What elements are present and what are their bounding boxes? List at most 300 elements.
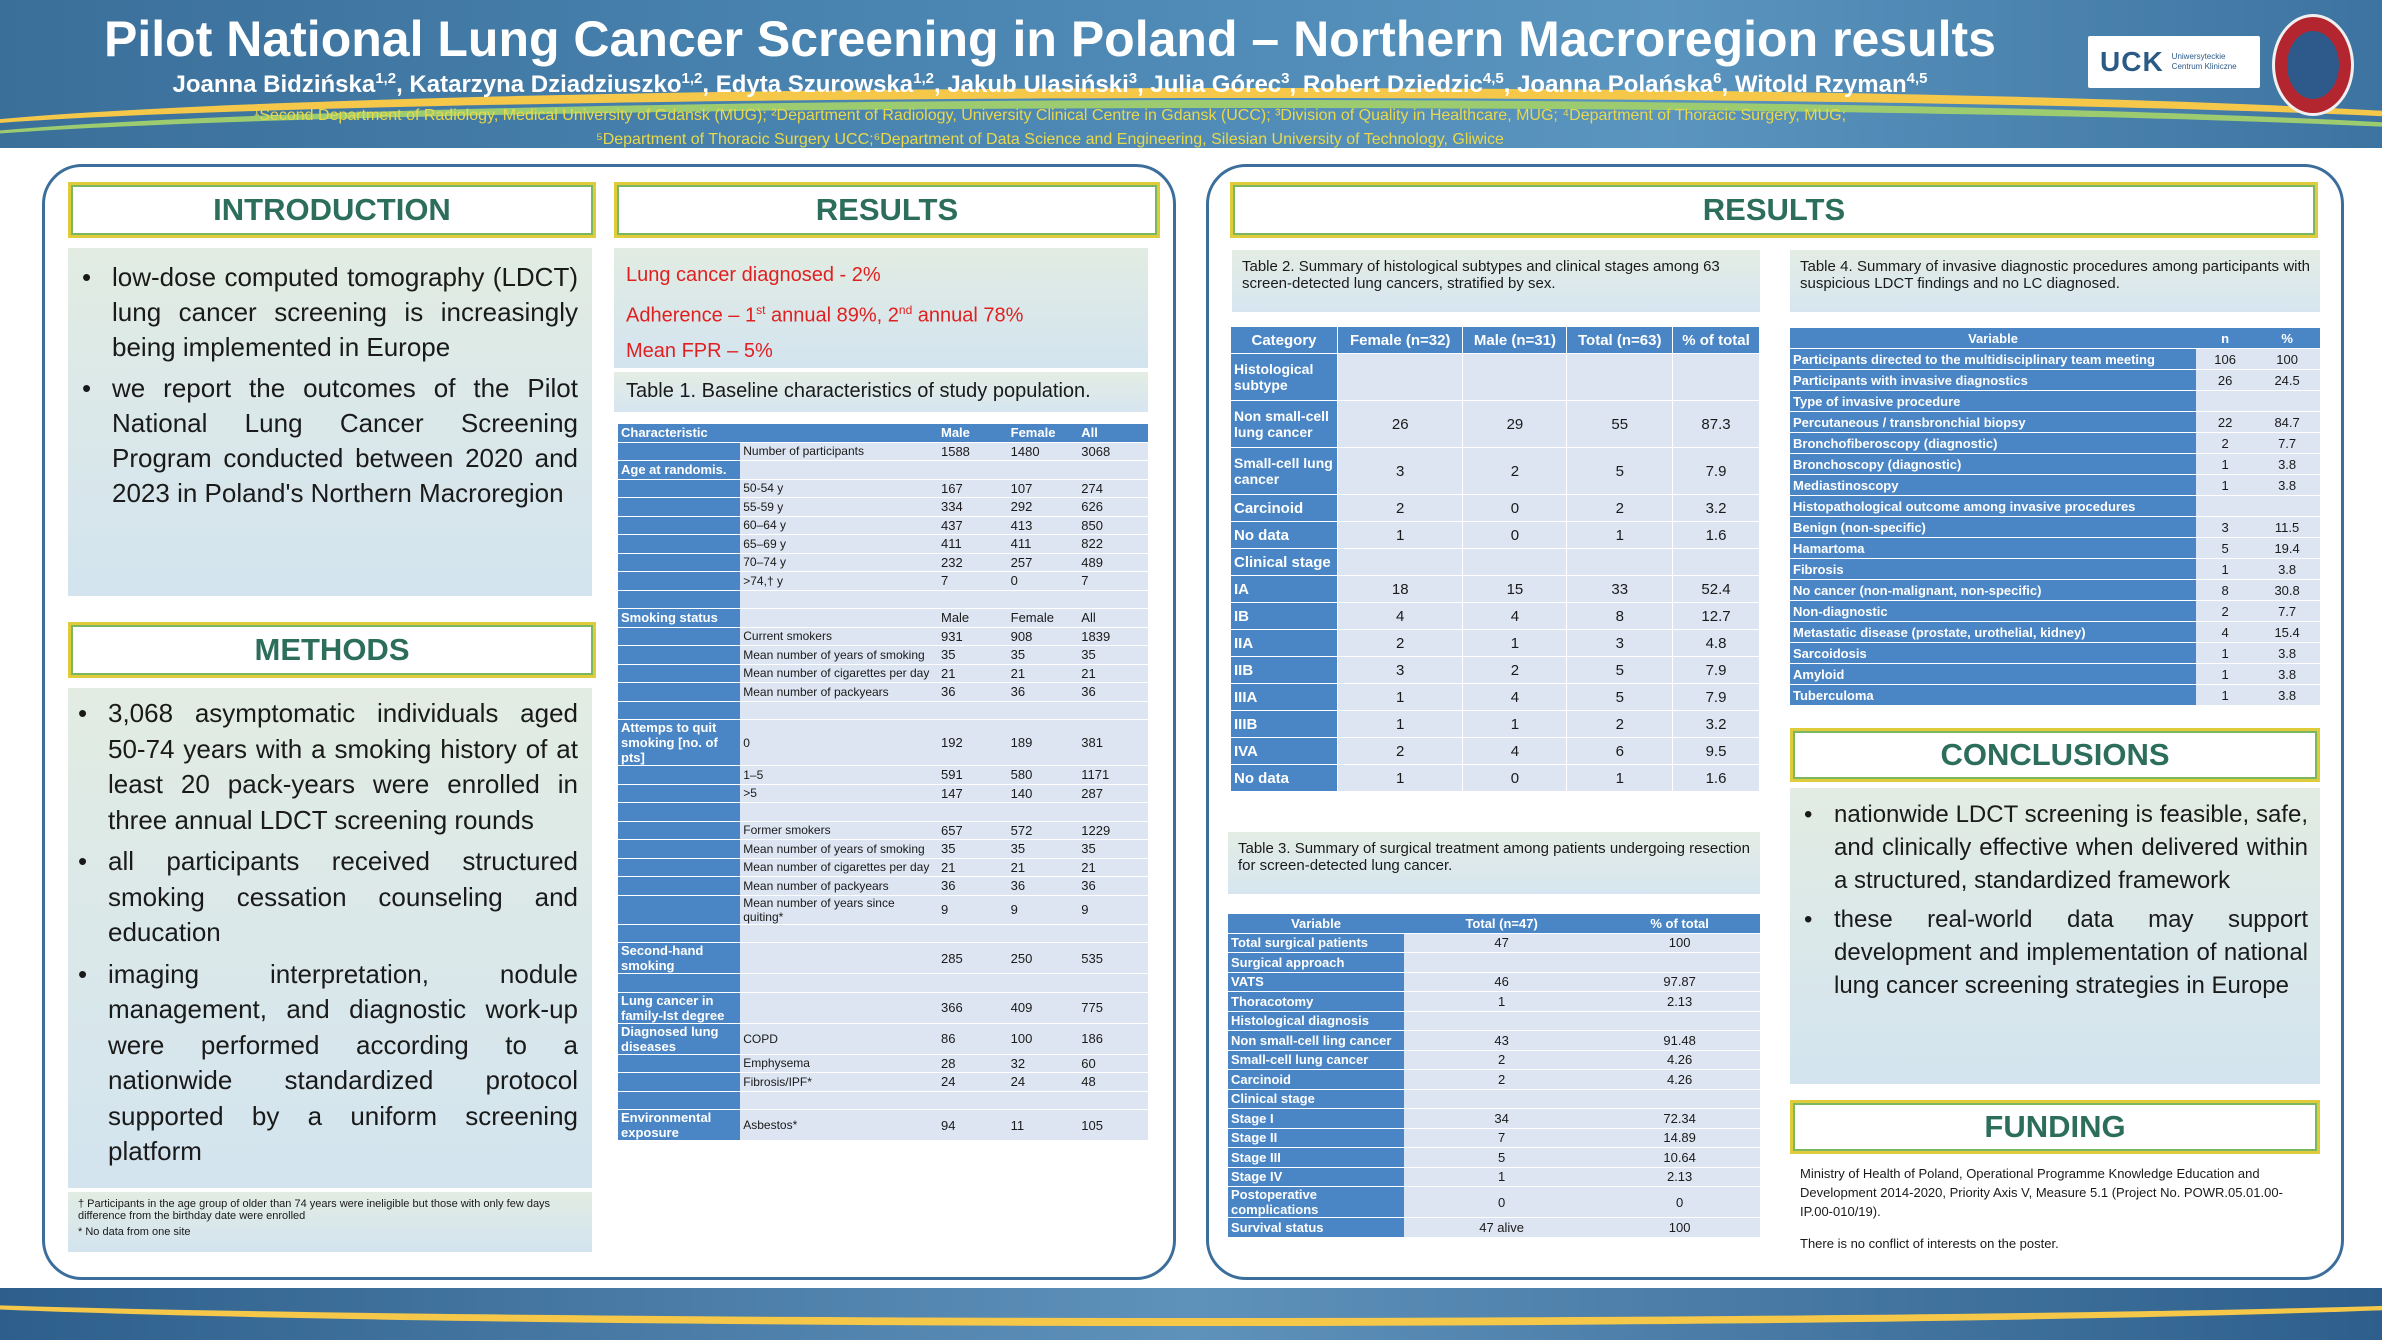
table-cell: 2 xyxy=(1338,495,1463,522)
table-cell: 2 xyxy=(1338,738,1463,765)
table-cell xyxy=(1078,1091,1148,1110)
table-row xyxy=(1790,370,2320,391)
table-cell: 3 xyxy=(1338,657,1463,684)
table-cell xyxy=(618,924,740,943)
table-cell xyxy=(1673,354,1760,401)
table-row xyxy=(1231,684,1760,711)
poster-header xyxy=(0,0,2382,148)
table-row xyxy=(1790,538,2320,559)
table-cell: Male xyxy=(938,424,1008,442)
table-cell xyxy=(2196,391,2254,412)
table-cell: 192 xyxy=(938,720,1008,766)
table-cell: 12.7 xyxy=(1673,603,1760,630)
table-row xyxy=(618,683,1148,702)
table-cell: 7.7 xyxy=(2254,433,2320,454)
introduction-heading: INTRODUCTION xyxy=(68,182,596,238)
table-cell: 2 xyxy=(1404,1070,1599,1090)
table-cell xyxy=(740,461,938,480)
table-cell: 60–64 y xyxy=(740,516,938,535)
table-cell xyxy=(938,701,1008,720)
table-cell: 4.26 xyxy=(1599,1070,1760,1090)
table-row xyxy=(1231,765,1760,792)
table-cell: 3 xyxy=(1338,448,1463,495)
table-cell: 3.8 xyxy=(2254,664,2320,685)
table-row xyxy=(618,646,1148,665)
table-cell xyxy=(618,974,740,993)
table-row xyxy=(618,664,1148,683)
table-cell: IIIA xyxy=(1231,684,1338,711)
table-cell: 7.9 xyxy=(1673,448,1760,495)
table-cell: Mediastinoscopy xyxy=(1790,475,2196,496)
table-cell: Fibrosis/IPF* xyxy=(740,1073,938,1092)
table-cell: 1.6 xyxy=(1673,522,1760,549)
table-cell: Mean number of cigarettes per day xyxy=(740,664,938,683)
table-cell: Tuberculoma xyxy=(1790,685,2196,706)
table-cell xyxy=(1078,701,1148,720)
table-cell xyxy=(1463,354,1567,401)
table-row xyxy=(1790,517,2320,538)
table-cell: 35 xyxy=(938,646,1008,665)
table2-caption: Table 2. Summary of histological subtypes and clinical stages among 63 screen-detected lung cancers, stratified by sex. xyxy=(1232,250,1760,312)
table-cell xyxy=(618,803,740,822)
table-cell: 822 xyxy=(1078,535,1148,554)
author-affiliation-mark: 4,5 xyxy=(1906,70,1928,87)
affiliations xyxy=(0,104,2100,148)
author-affiliation-mark: 1,2 xyxy=(913,70,934,87)
table-cell xyxy=(1078,461,1148,480)
table-row xyxy=(1790,601,2320,622)
table-cell: Female xyxy=(1008,609,1079,628)
table-cell xyxy=(1008,1091,1079,1110)
table-row xyxy=(1231,657,1760,684)
table-cell: 274 xyxy=(1078,479,1148,498)
poster-title: Pilot National Lung Cancer Screening in Poland – Northern Macroregion results xyxy=(104,11,1996,67)
table-cell: 1 xyxy=(2196,454,2254,475)
results-heading-left: RESULTS xyxy=(614,182,1160,238)
table-row xyxy=(618,803,1148,822)
table-cell: 292 xyxy=(1008,498,1079,517)
conclusions-bullet: • nationwide LDCT screening is feasible, safe, and clinically effective when delivered within a structured, standardized framework xyxy=(1834,798,2308,897)
table-row xyxy=(1790,580,2320,601)
table-row xyxy=(618,858,1148,877)
table-cell: 22 xyxy=(2196,412,2254,433)
table-cell xyxy=(618,1054,740,1073)
table-cell: 2 xyxy=(1567,495,1673,522)
table-cell xyxy=(1599,1011,1760,1031)
table-cell: 7.9 xyxy=(1673,657,1760,684)
table-cell: Histopathological outcome among invasive procedures xyxy=(1790,496,2196,517)
table-cell: 4 xyxy=(1463,738,1567,765)
table-cell: Hamartoma xyxy=(1790,538,2196,559)
table-cell: 1 xyxy=(1404,1167,1599,1187)
table-cell: 33 xyxy=(1567,576,1673,603)
table-cell: 107 xyxy=(1008,479,1079,498)
table-row xyxy=(618,974,1148,993)
table-cell: 8 xyxy=(1567,603,1673,630)
table-cell xyxy=(618,535,740,554)
table-row xyxy=(1790,685,2320,706)
table-cell xyxy=(740,992,938,1023)
table-cell: 232 xyxy=(938,553,1008,572)
table-cell: Amyloid xyxy=(1790,664,2196,685)
table-cell: Carcinoid xyxy=(1228,1070,1404,1090)
table-cell: 84.7 xyxy=(2254,412,2320,433)
table-cell: Stage II xyxy=(1228,1128,1404,1148)
table-cell: 572 xyxy=(1008,821,1079,840)
table-cell: 35 xyxy=(1078,646,1148,665)
table-cell: Total (n=63) xyxy=(1567,327,1673,354)
table-cell: 3068 xyxy=(1078,442,1148,461)
funding-text: Ministry of Health of Poland, Operational Programme Knowledge Education and Development 2014-2020, Priority Axis V, Measure 5.1 (Project No. POWR.05.01.00-IP.00-010/19). xyxy=(1800,1166,2283,1219)
table-row xyxy=(618,553,1148,572)
table-cell: 9 xyxy=(938,895,1008,924)
table-cell xyxy=(740,424,938,442)
table-cell: 43 xyxy=(1404,1031,1599,1051)
table-cell xyxy=(740,1091,938,1110)
table-cell: Mean number of years of smoking xyxy=(740,646,938,665)
author-name: Joanna Polańska xyxy=(1517,71,1714,98)
table-row xyxy=(1790,433,2320,454)
table-row xyxy=(618,479,1148,498)
table-row xyxy=(1228,953,1760,973)
table-cell: 1 xyxy=(1338,522,1463,549)
table-cell xyxy=(618,895,740,924)
table-cell: Mean number of years of smoking xyxy=(740,840,938,859)
table-cell: 29 xyxy=(1463,401,1567,448)
table-cell: Bronchoscopy (diagnostic) xyxy=(1790,454,2196,475)
table-cell: 908 xyxy=(1008,627,1079,646)
table-cell xyxy=(618,646,740,665)
table-cell: Smoking status xyxy=(618,609,740,628)
table-cell: 21 xyxy=(938,858,1008,877)
uck-logo-subtitle: Uniwersyteckie Centrum Kliniczne xyxy=(2171,52,2237,71)
table-cell: 3.8 xyxy=(2254,685,2320,706)
table-cell: 21 xyxy=(1078,858,1148,877)
table-row xyxy=(1228,1167,1760,1187)
table-cell xyxy=(1338,354,1463,401)
conclusions-box xyxy=(1790,788,2320,1084)
table-cell xyxy=(618,1073,740,1092)
table-cell: n xyxy=(2196,328,2254,349)
table-cell: 931 xyxy=(938,627,1008,646)
table-row xyxy=(618,895,1148,924)
table-cell: Total (n=47) xyxy=(1404,914,1599,933)
table-cell: 72.34 xyxy=(1599,1109,1760,1129)
uck-logo xyxy=(2088,36,2260,88)
table-cell: 147 xyxy=(938,784,1008,803)
table-cell: 1–5 xyxy=(740,766,938,785)
table-cell: Clinical stage xyxy=(1228,1089,1404,1109)
table-cell: No data xyxy=(1231,522,1338,549)
table-row xyxy=(1228,1070,1760,1090)
table-row xyxy=(618,840,1148,859)
table-row xyxy=(618,924,1148,943)
table-row xyxy=(1231,738,1760,765)
highlight-adherence: Adherence – 1st annual 89%, 2nd annual 78% xyxy=(626,303,1024,327)
table-cell: Histological subtype xyxy=(1231,354,1338,401)
table-row xyxy=(618,1054,1148,1073)
table-cell: 4 xyxy=(1463,684,1567,711)
table-cell: 11 xyxy=(1008,1110,1079,1141)
table-cell xyxy=(1599,953,1760,973)
table-cell: 28 xyxy=(938,1054,1008,1073)
table-row xyxy=(618,877,1148,896)
table-cell: 0 xyxy=(1463,765,1567,792)
table-cell: 32 xyxy=(1008,1054,1079,1073)
table-cell: 3.8 xyxy=(2254,559,2320,580)
table-cell: 409 xyxy=(1008,992,1079,1023)
table-row xyxy=(1231,495,1760,522)
introduction-bullet: • we report the outcomes of the Pilot National Lung Cancer Screening Program conducted between 2020 and 2023 in Poland's Northern Macroregion xyxy=(112,371,578,511)
table-cell: 0 xyxy=(1463,522,1567,549)
table-cell: 167 xyxy=(938,479,1008,498)
table-cell: Small-cell lung cancer xyxy=(1228,1050,1404,1070)
table-cell xyxy=(1008,803,1079,822)
author-name: Katarzyna Dziadziuszko xyxy=(409,71,682,98)
table-cell: 5 xyxy=(2196,538,2254,559)
table-cell xyxy=(618,784,740,803)
affiliations-line-1: ¹Second Department of Radiology, Medical University of Gdansk (MUG); ²Department of Radiology, University Clinical Centre in Gdansk (UCC); ³Division of Quality in Healthcare, MUG; ⁴Department of Thoracic Surgery, MUG; xyxy=(253,107,1847,124)
table4-invasive-procedures xyxy=(1790,328,2320,706)
table-cell: 7.9 xyxy=(1673,684,1760,711)
table-cell: No data xyxy=(1231,765,1338,792)
table-cell: All xyxy=(1078,424,1148,442)
table-cell: 1 xyxy=(1338,765,1463,792)
table-cell: >74,† y xyxy=(740,572,938,591)
footnote-age: † Participants in the age group of older than 74 years were ineligible but those with only few days difference from the birthday date were enrolled xyxy=(78,1198,551,1222)
results-heading-right: RESULTS xyxy=(1230,182,2318,238)
author-affiliation-mark: 1,2 xyxy=(375,70,397,87)
table-cell: IIB xyxy=(1231,657,1338,684)
table-cell: Small-cell lung cancer xyxy=(1231,448,1338,495)
table-cell: 7.7 xyxy=(2254,601,2320,622)
table-cell xyxy=(740,974,938,993)
table-cell: 2 xyxy=(2196,601,2254,622)
table-row xyxy=(1228,1011,1760,1031)
table-cell: 24.5 xyxy=(2254,370,2320,391)
conflict-statement: There is no conflict of interests on the poster. xyxy=(1800,1236,2059,1251)
table-row xyxy=(1228,972,1760,992)
table-cell: 86 xyxy=(938,1023,1008,1054)
table-cell: Mean number of cigarettes per day xyxy=(740,858,938,877)
table-cell: Second-hand smoking xyxy=(618,943,740,974)
table-cell xyxy=(1008,701,1079,720)
table-cell: 285 xyxy=(938,943,1008,974)
table-cell xyxy=(618,572,740,591)
table-cell: Total surgical patients xyxy=(1228,933,1404,953)
table-cell: 2 xyxy=(1338,630,1463,657)
table-cell: Category xyxy=(1231,327,1338,354)
table-row xyxy=(1231,630,1760,657)
table-cell: 2 xyxy=(1567,711,1673,738)
table-cell: 140 xyxy=(1008,784,1079,803)
table-cell: 1 xyxy=(1463,630,1567,657)
table-row xyxy=(618,943,1148,974)
table-cell: 334 xyxy=(938,498,1008,517)
table-cell: IB xyxy=(1231,603,1338,630)
table-row xyxy=(1790,349,2320,370)
table-row xyxy=(1228,1148,1760,1168)
table-cell: 36 xyxy=(1078,683,1148,702)
table-cell: 580 xyxy=(1008,766,1079,785)
table-row xyxy=(1231,354,1760,401)
table-row xyxy=(1228,1128,1760,1148)
table-cell: 5 xyxy=(1404,1148,1599,1168)
table-cell: Mean number of packyears xyxy=(740,877,938,896)
table-cell: 3.2 xyxy=(1673,495,1760,522)
poster-footer-bar xyxy=(0,1288,2382,1340)
table-row xyxy=(618,535,1148,554)
table-cell xyxy=(618,766,740,785)
table-cell: 91.48 xyxy=(1599,1031,1760,1051)
author-name: Julia Górec xyxy=(1150,71,1282,98)
table-cell xyxy=(938,803,1008,822)
author-name: Robert Dziedzic xyxy=(1302,71,1483,98)
table-cell: 14.89 xyxy=(1599,1128,1760,1148)
table-cell: 3 xyxy=(2196,517,2254,538)
table-row xyxy=(1228,1031,1760,1051)
table-cell xyxy=(618,821,740,840)
table-row xyxy=(618,424,1148,442)
table-cell xyxy=(618,627,740,646)
highlight-fpr: Mean FPR – 5% xyxy=(626,339,773,362)
table-row xyxy=(1790,475,2320,496)
table-cell: 413 xyxy=(1008,516,1079,535)
table-cell xyxy=(1008,590,1079,609)
university-seal-logo xyxy=(2272,14,2354,116)
table-cell: 189 xyxy=(1008,720,1079,766)
table-row xyxy=(618,516,1148,535)
table1-caption: Table 1. Baseline characteristics of study population. xyxy=(614,372,1148,412)
table-cell: 1229 xyxy=(1078,821,1148,840)
author-name: Witold Rzyman xyxy=(1734,71,1907,98)
methods-footnotes xyxy=(68,1192,592,1252)
table-cell: 1 xyxy=(1463,711,1567,738)
table-cell: 47 alive xyxy=(1404,1218,1599,1238)
table-cell xyxy=(1404,1011,1599,1031)
table-cell: 4 xyxy=(1463,603,1567,630)
table-cell: 535 xyxy=(1078,943,1148,974)
table-row xyxy=(1228,914,1760,933)
methods-box xyxy=(68,688,592,1188)
table-cell xyxy=(1338,549,1463,576)
methods-bullet: • imaging interpretation, nodule management, and diagnostic work-up were performed according to a nationwide standardized protocol supported by a uniform screening platform xyxy=(108,957,578,1170)
author-name: Jakub Ulasiński xyxy=(947,71,1129,98)
table-cell: 1 xyxy=(1567,765,1673,792)
table-cell: 24 xyxy=(1008,1073,1079,1092)
table-cell xyxy=(740,943,938,974)
table-row xyxy=(1231,711,1760,738)
table-cell: 5 xyxy=(1567,684,1673,711)
author-list: Joanna Bidzińska$^{1,2}$, Katarzyna Dziadziuszko$^{1,2}$, Edyta Szurowska$^{1,2}$, Jakub Ulasiński$^3$, Julia Górec$^3$, Robert Dziedzic$^{4,5}$, Joanna Polańska$^6$, Witold Rzyman$^{4,5}$ xyxy=(172,70,1928,98)
table-cell: 70–74 y xyxy=(740,553,938,572)
table2-histology-stage xyxy=(1230,326,1760,792)
table-cell xyxy=(1078,803,1148,822)
table-cell: Current smokers xyxy=(740,627,938,646)
table-cell: 3.2 xyxy=(1673,711,1760,738)
table-cell: 60 xyxy=(1078,1054,1148,1073)
table-cell: Clinical stage xyxy=(1231,549,1338,576)
table-cell: 36 xyxy=(938,877,1008,896)
table-row xyxy=(618,1023,1148,1054)
table-cell: Former smokers xyxy=(740,821,938,840)
table-cell: Thoracotomy xyxy=(1228,992,1404,1012)
table-cell: 1588 xyxy=(938,442,1008,461)
table-cell: Non small-cell ling cancer xyxy=(1228,1031,1404,1051)
table-cell: Fibrosis xyxy=(1790,559,2196,580)
table-cell: Type of invasive procedure xyxy=(1790,391,2196,412)
table-row xyxy=(618,992,1148,1023)
table-row xyxy=(1228,1089,1760,1109)
table-cell xyxy=(938,974,1008,993)
table-row xyxy=(1790,391,2320,412)
table-cell xyxy=(938,924,1008,943)
table-cell: No cancer (non-malignant, non-specific) xyxy=(1790,580,2196,601)
author-name: Joanna Bidzińska xyxy=(172,71,376,98)
table-cell: 48 xyxy=(1078,1073,1148,1092)
table-cell: 36 xyxy=(1078,877,1148,896)
table-cell: IA xyxy=(1231,576,1338,603)
table-cell xyxy=(1008,924,1079,943)
table-cell: Male xyxy=(938,609,1008,628)
table-cell: 1171 xyxy=(1078,766,1148,785)
table-row xyxy=(1790,496,2320,517)
table-cell: 35 xyxy=(1008,840,1079,859)
table-row xyxy=(1231,522,1760,549)
table-cell xyxy=(740,590,938,609)
table-cell xyxy=(1008,461,1079,480)
table-cell xyxy=(618,442,740,461)
table-cell: 411 xyxy=(1008,535,1079,554)
table-row xyxy=(1231,327,1760,354)
table-cell: 100 xyxy=(2254,349,2320,370)
methods-bullet: • all participants received structured smoking cessation counseling and education xyxy=(108,844,578,951)
table-cell xyxy=(1078,590,1148,609)
table-cell xyxy=(618,553,740,572)
table-cell: Bronchofiberoscopy (diagnostic) xyxy=(1790,433,2196,454)
table-cell: Female (n=32) xyxy=(1338,327,1463,354)
table-cell: 1 xyxy=(2196,685,2254,706)
highlight-lung-cancer-rate: Lung cancer diagnosed - 2% xyxy=(626,264,881,286)
table-row xyxy=(618,1073,1148,1092)
table-cell: IIA xyxy=(1231,630,1338,657)
table-cell: Surgical approach xyxy=(1228,953,1404,973)
table-cell: 100 xyxy=(1599,1218,1760,1238)
methods-bullets xyxy=(108,696,578,1170)
table-row xyxy=(1228,933,1760,953)
table-cell: 1 xyxy=(1338,684,1463,711)
table-cell: 1839 xyxy=(1078,627,1148,646)
table-cell: Survival status xyxy=(1228,1218,1404,1238)
table-cell: 2 xyxy=(1463,448,1567,495)
table-row xyxy=(1790,622,2320,643)
table-row xyxy=(618,766,1148,785)
footnote-no-data: * No data from one site xyxy=(78,1226,191,1238)
table-cell xyxy=(740,701,938,720)
table-cell: 1 xyxy=(2196,559,2254,580)
table-cell: 591 xyxy=(938,766,1008,785)
table-cell: 850 xyxy=(1078,516,1148,535)
table-cell: 4.26 xyxy=(1599,1050,1760,1070)
table-row xyxy=(1790,664,2320,685)
table-cell: 21 xyxy=(1008,664,1079,683)
table-cell: 2 xyxy=(2196,433,2254,454)
table-row xyxy=(1790,412,2320,433)
table-cell: 1 xyxy=(1567,522,1673,549)
table-cell: Asbestos* xyxy=(740,1110,938,1141)
uck-logo-text: UCK xyxy=(2100,46,2164,77)
table-cell: 5 xyxy=(1567,448,1673,495)
